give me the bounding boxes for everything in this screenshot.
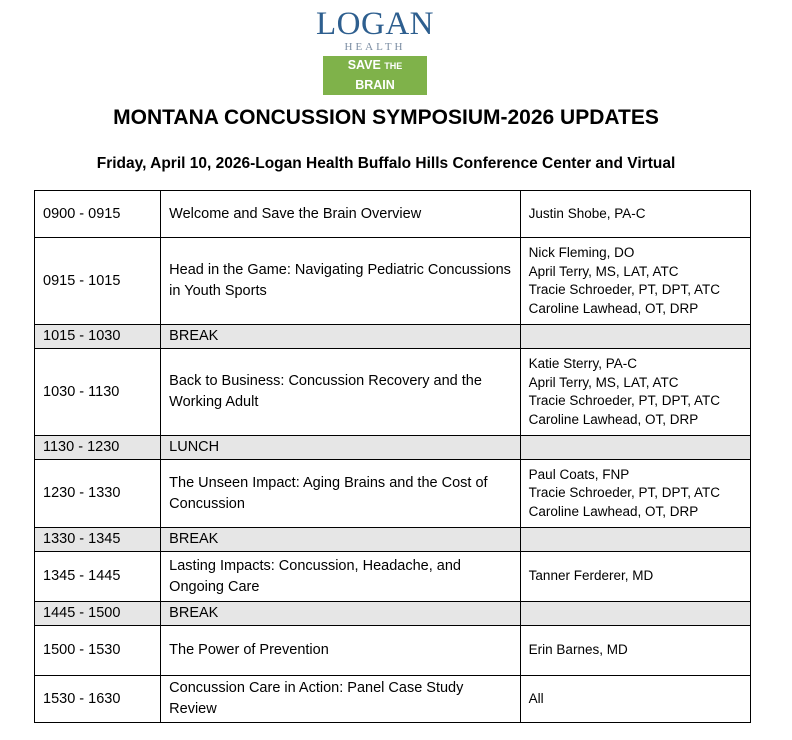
session-title: The Unseen Impact: Aging Brains and the Cost of Concussion: [161, 460, 521, 528]
speaker-name: April Terry, MS, LAT, ATC: [528, 263, 679, 279]
session-speakers: [520, 626, 750, 676]
page-title: MONTANA CONCUSSION SYMPOSIUM-2026 UPDATES: [113, 106, 659, 129]
logo-subtext: HEALTH: [344, 41, 406, 53]
session-speakers: [520, 325, 750, 349]
session-speakers: [520, 349, 750, 436]
schedule-break-row: [35, 325, 751, 349]
schedule-body: [35, 191, 751, 723]
session-time: 1130 - 1230: [35, 436, 161, 460]
session-time: 1345 - 1445: [35, 552, 161, 602]
speaker-name: Tracie Schroeder, PT, DPT, ATC: [528, 485, 720, 501]
session-time: 1230 - 1330: [35, 460, 161, 528]
event-subtitle: Friday, April 10, 2026-Logan Health Buffalo Hills Conference Center and Virtual: [96, 155, 676, 172]
schedule-break-row: [35, 528, 751, 552]
session-time: 0900 - 0915: [35, 191, 161, 238]
speaker-name: Caroline Lawhead, OT, DRP: [528, 503, 699, 519]
speaker-name: Caroline Lawhead, OT, DRP: [528, 411, 699, 427]
session-speakers: [520, 676, 750, 723]
speaker-name: All: [528, 690, 544, 706]
speaker-name: Tracie Schroeder, PT, DPT, ATC: [528, 282, 720, 297]
session-speakers: [520, 602, 750, 626]
session-speakers: [520, 552, 750, 602]
session-time: 1530 - 1630: [35, 676, 161, 723]
speaker-name: Justin Shobe, PA-C: [528, 205, 646, 221]
break-label: BREAK: [161, 528, 521, 552]
schedule-row: [35, 238, 751, 325]
schedule-row: [35, 626, 751, 676]
session-title: Concussion Care in Action: Panel Case Study Review: [161, 676, 521, 723]
speaker-name: Erin Barnes, MD: [528, 642, 628, 658]
speaker-name: Nick Fleming, DO: [528, 245, 635, 260]
schedule-row: [35, 552, 751, 602]
schedule-row: [35, 676, 751, 723]
speaker-name: Paul Coats, FNP: [528, 466, 630, 482]
break-label: BREAK: [161, 602, 521, 626]
session-speakers: [520, 238, 750, 325]
session-title: The Power of Prevention: [161, 626, 521, 676]
schedule-table: [34, 190, 751, 723]
speaker-name: Katie Sterry, PA-C: [528, 356, 637, 371]
session-speakers: [520, 436, 750, 460]
session-speakers: [520, 191, 750, 238]
speaker-name: April Terry, MS, LAT, ATC: [528, 374, 679, 390]
session-title: Welcome and Save the Brain Overview: [161, 191, 521, 238]
badge-the: THE: [384, 61, 403, 71]
session-speakers: [520, 528, 750, 552]
speaker-name: Tanner Ferderer, MD: [528, 568, 654, 584]
session-time: 1015 - 1030: [35, 325, 161, 349]
session-time: 1500 - 1530: [35, 626, 161, 676]
schedule-break-row: [35, 602, 751, 626]
break-label: LUNCH: [161, 436, 521, 460]
schedule-row: [35, 191, 751, 238]
speaker-name: Caroline Lawhead, OT, DRP: [528, 300, 699, 316]
logo-wordmark: LOGAN: [316, 6, 434, 42]
schedule-row: [35, 349, 751, 436]
session-time: 1445 - 1500: [35, 602, 161, 626]
speaker-name: Tracie Schroeder, PT, DPT, ATC: [528, 393, 720, 408]
badge-save: SAVE: [347, 58, 381, 72]
schedule-row: [35, 460, 751, 528]
session-speakers: [520, 460, 750, 528]
session-title: Head in the Game: Navigating Pediatric Concussions in Youth Sports: [161, 238, 521, 325]
badge-brain: BRAIN: [355, 78, 395, 92]
session-title: Back to Business: Concussion Recovery and the Working Adult: [161, 349, 521, 436]
session-time: 1330 - 1345: [35, 528, 161, 552]
save-the-brain-badge: [323, 56, 427, 95]
logan-health-logo: [300, 6, 450, 92]
schedule-break-row: [35, 436, 751, 460]
session-time: 0915 - 1015: [35, 238, 161, 325]
session-title: Lasting Impacts: Concussion, Headache, and Ongoing Care: [161, 552, 521, 602]
session-time: 1030 - 1130: [35, 349, 161, 436]
break-label: BREAK: [161, 325, 521, 349]
